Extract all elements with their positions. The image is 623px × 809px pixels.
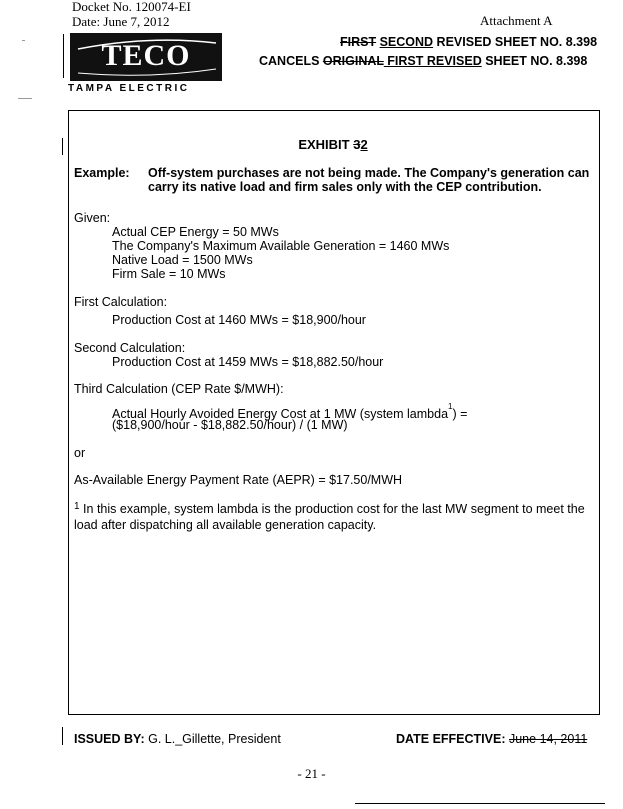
or-text: or (74, 446, 86, 460)
margin-mark (18, 98, 32, 99)
page-number: - 21 - (297, 766, 326, 781)
issued-value: G. L._Gillette, President (148, 732, 281, 746)
given-item: The Company's Maximum Available Generation = 1460 MWs (112, 239, 450, 253)
second-calc-text: Production Cost at 1459 MWs = $18,882.50/hour (112, 355, 384, 369)
issued-label: ISSUED BY: (74, 732, 145, 746)
date-effective (396, 732, 587, 746)
effective-label: DATE EFFECTIVE: (396, 732, 506, 746)
sheet-number-line (340, 35, 597, 49)
given-label: Given: (74, 211, 111, 225)
footnote (74, 502, 596, 532)
first-calc-label: First Calculation: (74, 295, 168, 309)
margin-revision-bar (63, 34, 64, 78)
exhibit-prefix: EXHIBIT (298, 137, 354, 152)
third-calc-text-a: Actual Hourly Avoided Energy Cost at 1 MW (system lambda (112, 407, 449, 422)
cancels-prefix: CANCELS (259, 54, 323, 68)
effective-value: June 14, 2011 (508, 732, 588, 746)
teco-logo (70, 33, 222, 81)
cancels-sheet-line (259, 54, 587, 68)
docket-number: Docket No. 120074-EI (72, 0, 191, 14)
margin-mark (22, 40, 25, 41)
footnote-text: In this example, system lambda is the production cost for the last MW segment to meet the load after dispatching all available generation capacity. (74, 502, 585, 532)
given-item: Firm Sale = 10 MWs (112, 267, 226, 281)
struck-text: ORIGINAL (322, 54, 384, 68)
third-calc-formula: ($18,900/hour - $18,882.50/hour) / (1 MW) (112, 418, 348, 432)
attachment-label: Attachment A (480, 13, 553, 28)
footnote-reference: 1 (448, 402, 453, 411)
logo-subtitle: TAMPA ELECTRIC (68, 83, 190, 94)
footnote-mark: 1 (74, 501, 80, 512)
docket-block (72, 0, 191, 29)
revision-bar (62, 138, 63, 155)
inserted-text: 2 (360, 137, 368, 152)
sheet-line-rest: SHEET NO. 8.398 (481, 54, 588, 68)
inserted-text: SECOND (379, 35, 434, 49)
given-item: Native Load = 1500 MWs (112, 253, 253, 267)
third-calc-label: Third Calculation (CEP Rate $/MWH): (74, 382, 284, 396)
given-item: Actual CEP Energy = 50 MWs (112, 225, 279, 239)
example-label: Example: (74, 166, 130, 180)
docket-date: Date: June 7, 2012 (72, 14, 170, 29)
inserted-text: FIRST REVISED (383, 54, 482, 68)
revision-bar (62, 727, 63, 745)
logo-wordmark: TECO (101, 39, 191, 72)
issued-by (74, 732, 281, 746)
struck-text: FIRST (340, 35, 377, 49)
footer-rule (355, 803, 605, 804)
second-calc-label: Second Calculation: (74, 341, 186, 355)
struck-text: 3 (353, 137, 361, 152)
sheet-line-rest: REVISED SHEET NO. 8.398 (433, 35, 598, 49)
exhibit-title (68, 137, 598, 152)
example-text: Off-system purchases are not being made. The Company's generation can carry its native load and firm sales only with the CEP contribution. (148, 166, 590, 194)
aepr-text: As-Available Energy Payment Rate (AEPR) = $17.50/MWH (74, 473, 403, 487)
first-calc-text: Production Cost at 1460 MWs = $18,900/hour (112, 313, 366, 327)
third-calc-text-b: ) = (452, 407, 468, 422)
